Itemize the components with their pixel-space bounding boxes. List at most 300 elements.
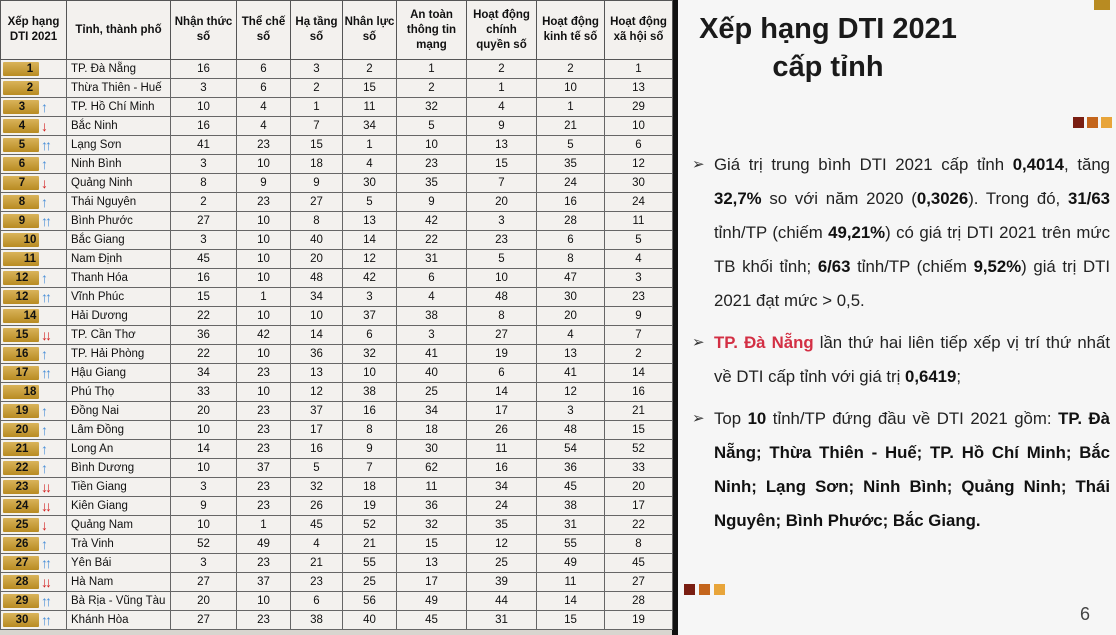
decor-square-light-bottom-icon [714,584,725,595]
rank-number: 18 [23,386,37,398]
rank-cell [1,79,67,98]
score-cell: 32 [397,516,467,535]
score-cell: 1 [537,98,605,117]
score-cell: 15 [397,535,467,554]
score-cell: 13 [605,79,673,98]
score-cell: 56 [343,592,397,611]
rank-number: 20 [15,424,29,436]
table-row [1,60,673,79]
score-cell: 27 [605,573,673,592]
arrow-up-icon: ↑ [41,289,45,305]
title-line-1: Xếp hạng DTI 2021 [699,13,957,45]
table-row [1,535,673,554]
score-cell: 30 [343,174,397,193]
score-cell: 3 [605,269,673,288]
score-cell: 34 [467,478,537,497]
bullet-text-segment: 0,4014 [1012,155,1065,174]
score-cell: 14 [537,592,605,611]
score-cell: 4 [237,98,291,117]
arrow-down-icon: ↓ [41,498,45,514]
table-row [1,402,673,421]
score-cell: 10 [237,269,291,288]
table-row [1,440,673,459]
score-cell: 38 [537,497,605,516]
rank-number: 24 [15,500,29,512]
rank-number: 14 [23,310,37,322]
score-cell: 45 [605,554,673,573]
score-cell: 16 [291,440,343,459]
table-row [1,459,673,478]
score-cell: 8 [343,421,397,440]
province-name: Thái Nguyên [67,193,171,212]
bullet-arrow-icon: ➢ [692,156,705,173]
bullet-text-segment: , tăng [1064,155,1110,174]
score-cell: 21 [605,402,673,421]
score-cell: 10 [237,307,291,326]
score-cell: 34 [171,364,237,383]
score-cell: 10 [291,307,343,326]
score-cell: 10 [237,250,291,269]
column-header: Xếp hạng DTI 2021 [1,1,67,60]
score-cell: 23 [237,478,291,497]
score-cell: 32 [291,478,343,497]
rank-number: 1 [26,63,34,75]
score-cell: 42 [237,326,291,345]
score-cell: 14 [605,364,673,383]
score-cell: 3 [171,554,237,573]
province-name: TP. Đà Nẵng [67,60,171,79]
column-header: Tỉnh, thành phố [67,1,171,60]
score-cell: 23 [237,611,291,630]
score-cell: 23 [237,193,291,212]
score-cell: 3 [467,212,537,231]
province-name: Quảng Ninh [67,174,171,193]
score-cell: 34 [397,402,467,421]
rank-number: 3 [18,101,26,113]
score-cell: 37 [343,307,397,326]
score-cell: 35 [467,516,537,535]
score-cell: 16 [467,459,537,478]
rank-cell [1,98,67,117]
decor-square-dark-bottom-icon [684,584,695,595]
score-cell: 27 [171,611,237,630]
province-name: Kiên Giang [67,497,171,516]
rank-cell [1,269,67,288]
score-cell: 55 [537,535,605,554]
rank-number: 10 [23,234,37,246]
arrow-up-icon: ↑ [41,403,45,419]
score-cell: 23 [397,155,467,174]
score-cell: 1 [291,98,343,117]
score-cell: 7 [343,459,397,478]
score-cell: 45 [397,611,467,630]
rank-number: 29 [15,595,29,607]
province-name: TP. Cần Thơ [67,326,171,345]
score-cell: 38 [343,383,397,402]
province-name: Bắc Ninh [67,117,171,136]
decor-square-mid-icon [1087,117,1098,128]
rank-cell [1,212,67,231]
score-cell: 38 [291,611,343,630]
bullet-text-segment: Giá trị trung bình DTI 2021 cấp tỉnh [714,155,1013,174]
score-cell: 20 [291,250,343,269]
bullet-text-segment: 0,6419 [905,367,957,386]
score-cell: 30 [397,440,467,459]
score-cell: 33 [171,383,237,402]
rank-number: 16 [15,348,29,360]
score-cell: 10 [171,98,237,117]
province-name: Phú Thọ [67,383,171,402]
rank-cell [1,459,67,478]
score-cell: 10 [605,117,673,136]
table-row [1,554,673,573]
score-cell: 27 [467,326,537,345]
bullet-item [686,326,1110,394]
score-cell: 10 [237,592,291,611]
arrow-up-icon: ↑ [41,99,45,115]
score-cell: 10 [237,345,291,364]
table-row [1,421,673,440]
province-name: Long An [67,440,171,459]
score-cell: 1 [237,288,291,307]
score-cell: 33 [605,459,673,478]
province-name: Đồng Nai [67,402,171,421]
bullet-item [686,402,1110,538]
score-cell: 6 [291,592,343,611]
score-cell: 10 [171,459,237,478]
province-name: Nam Định [67,250,171,269]
score-cell: 23 [291,573,343,592]
province-name: Trà Vinh [67,535,171,554]
rank-number: 27 [15,557,29,569]
score-cell: 6 [397,269,467,288]
bullet-text-segment: TP. Đà Nẵng [714,333,814,352]
score-cell: 22 [605,516,673,535]
province-name: TP. Hải Phòng [67,345,171,364]
arrow-up-icon: ↑ [45,612,49,628]
score-cell: 9 [605,307,673,326]
arrow-down-icon: ↓ [41,574,45,590]
score-cell: 2 [537,60,605,79]
score-cell: 1 [237,516,291,535]
score-cell: 8 [291,212,343,231]
bullet-text-segment: ; [956,367,962,386]
arrow-up-icon: ↑ [41,346,45,362]
score-cell: 3 [171,231,237,250]
province-name: Hậu Giang [67,364,171,383]
table-row [1,573,673,592]
score-cell: 40 [397,364,467,383]
score-cell: 4 [397,288,467,307]
score-cell: 37 [237,573,291,592]
score-cell: 10 [237,155,291,174]
column-header: Nhân lực số [343,1,397,60]
province-name: Lâm Đồng [67,421,171,440]
score-cell: 10 [467,269,537,288]
score-cell: 19 [467,345,537,364]
bullet-text-segment: tỉnh/TP (chiếm [850,257,974,276]
score-cell: 17 [397,573,467,592]
rank-number: 2 [26,82,34,94]
score-cell: 10 [237,383,291,402]
score-cell: 36 [291,345,343,364]
table-row [1,383,673,402]
rank-cell [1,535,67,554]
arrow-up-icon: ↑ [41,593,45,609]
score-cell: 36 [171,326,237,345]
score-cell: 23 [237,136,291,155]
score-cell: 35 [397,174,467,193]
table-row [1,193,673,212]
score-cell: 15 [605,421,673,440]
score-cell: 12 [343,250,397,269]
score-cell: 1 [605,60,673,79]
score-cell: 34 [343,117,397,136]
rank-cell [1,440,67,459]
score-cell: 9 [467,117,537,136]
score-cell: 5 [397,117,467,136]
score-cell: 2 [605,345,673,364]
bullet-text-segment: ). Trong đó, [968,189,1068,208]
score-cell: 11 [537,573,605,592]
column-header: An toàn thông tin mạng [397,1,467,60]
score-cell: 25 [397,383,467,402]
score-cell: 10 [397,136,467,155]
table-row [1,497,673,516]
score-cell: 52 [171,535,237,554]
score-cell: 21 [291,554,343,573]
arrow-down-icon: ↓ [45,327,49,343]
score-cell: 3 [537,402,605,421]
score-cell: 40 [343,611,397,630]
score-cell: 13 [467,136,537,155]
score-cell: 1 [467,79,537,98]
score-cell: 47 [537,269,605,288]
score-cell: 13 [343,212,397,231]
province-name: Bắc Giang [67,231,171,250]
score-cell: 16 [605,383,673,402]
score-cell: 13 [397,554,467,573]
score-cell: 22 [171,345,237,364]
bullet-list [686,148,1110,546]
rank-number: 19 [15,405,29,417]
rank-cell [1,421,67,440]
score-cell: 9 [397,193,467,212]
arrow-down-icon: ↓ [45,479,49,495]
score-cell: 16 [171,269,237,288]
score-cell: 10 [237,231,291,250]
table-row [1,478,673,497]
province-name: Ninh Bình [67,155,171,174]
score-cell: 32 [343,345,397,364]
arrow-up-icon: ↑ [41,555,45,571]
score-cell: 13 [291,364,343,383]
bullet-text-segment: tỉnh/TP đứng đầu về DTI 2021 gồm: [766,409,1059,428]
score-cell: 30 [605,174,673,193]
score-cell: 48 [467,288,537,307]
score-cell: 11 [605,212,673,231]
score-cell: 4 [343,155,397,174]
table-row [1,269,673,288]
score-cell: 11 [467,440,537,459]
header-row [1,1,673,60]
rank-number: 21 [15,443,29,455]
score-cell: 15 [537,611,605,630]
score-cell: 25 [467,554,537,573]
arrow-up-icon: ↑ [41,213,45,229]
score-cell: 6 [237,60,291,79]
table-row [1,98,673,117]
province-name: Hà Nam [67,573,171,592]
rank-number: 9 [18,215,26,227]
rank-cell [1,497,67,516]
score-cell: 5 [605,231,673,250]
score-cell: 44 [467,592,537,611]
score-cell: 34 [291,288,343,307]
panel-title [678,10,978,86]
province-name: Bình Dương [67,459,171,478]
rank-number: 30 [15,614,29,626]
score-cell: 24 [537,174,605,193]
rank-number: 8 [18,196,26,208]
score-cell: 9 [171,497,237,516]
rank-cell [1,307,67,326]
score-cell: 31 [537,516,605,535]
table-row [1,326,673,345]
arrow-up-icon: ↑ [45,555,49,571]
score-cell: 38 [397,307,467,326]
score-cell: 14 [467,383,537,402]
score-cell: 18 [291,155,343,174]
table-row [1,611,673,630]
score-cell: 2 [171,193,237,212]
score-cell: 4 [237,117,291,136]
arrow-up-icon: ↑ [41,612,45,628]
score-cell: 18 [397,421,467,440]
score-cell: 17 [291,421,343,440]
score-cell: 36 [397,497,467,516]
score-cell: 12 [467,535,537,554]
bullet-text-segment: 0,3026 [916,189,969,208]
rank-number: 6 [18,158,26,170]
bullet-text-segment: Top [714,409,748,428]
score-cell: 24 [467,497,537,516]
score-cell: 3 [291,60,343,79]
score-cell: 23 [237,364,291,383]
score-cell: 54 [537,440,605,459]
score-cell: 16 [537,193,605,212]
arrow-down-icon: ↓ [41,479,45,495]
rank-cell [1,193,67,212]
summary-panel [678,0,1116,635]
score-cell: 28 [537,212,605,231]
score-cell: 17 [605,497,673,516]
arrow-up-icon: ↑ [41,156,45,172]
table-header [1,1,673,60]
province-name: Vĩnh Phúc [67,288,171,307]
score-cell: 20 [171,402,237,421]
rank-cell [1,155,67,174]
score-cell: 37 [291,402,343,421]
score-cell: 22 [397,231,467,250]
score-cell: 23 [237,440,291,459]
province-name: Bà Rịa - Vũng Tàu [67,592,171,611]
score-cell: 2 [343,60,397,79]
rank-number: 11 [23,253,37,265]
arrow-down-icon: ↓ [45,498,49,514]
arrow-up-icon: ↑ [41,422,45,438]
province-name: Tiền Giang [67,478,171,497]
bullet-text-segment: 32,7% [714,189,762,208]
score-cell: 23 [237,497,291,516]
bullet-text-segment: so với năm 2020 ( [761,189,917,208]
arrow-up-icon: ↑ [45,213,49,229]
table-row [1,516,673,535]
bullet-text-segment: lần thứ hai liên tiếp xếp vị trí thứ nhất về DTI cấp tỉnh với giá trị [714,333,1110,386]
score-cell: 15 [343,79,397,98]
score-cell: 24 [605,193,673,212]
score-cell: 8 [537,250,605,269]
rank-cell [1,478,67,497]
rank-cell [1,383,67,402]
score-cell: 28 [605,592,673,611]
score-cell: 1 [397,60,467,79]
province-name: TP. Hồ Chí Minh [67,98,171,117]
rank-number: 12 [15,272,29,284]
rank-cell [1,592,67,611]
table-row [1,345,673,364]
score-cell: 17 [467,402,537,421]
score-cell: 21 [537,117,605,136]
table-row [1,364,673,383]
score-cell: 2 [291,79,343,98]
score-cell: 4 [537,326,605,345]
score-cell: 20 [537,307,605,326]
score-cell: 6 [237,79,291,98]
score-cell: 23 [237,402,291,421]
rank-number: 17 [15,367,29,379]
page-number: 6 [1079,604,1090,624]
column-header: Hạ tầng số [291,1,343,60]
province-name: Yên Bái [67,554,171,573]
province-name: Hải Dương [67,307,171,326]
table-row [1,231,673,250]
province-name: Thừa Thiên - Huế [67,79,171,98]
score-cell: 15 [467,155,537,174]
score-cell: 19 [605,611,673,630]
score-cell: 31 [467,611,537,630]
rank-number: 5 [18,139,26,151]
province-name: Khánh Hòa [67,611,171,630]
rank-number: 15 [15,329,29,341]
score-cell: 19 [343,497,397,516]
score-cell: 2 [397,79,467,98]
score-cell: 12 [291,383,343,402]
score-cell: 1 [343,136,397,155]
score-cell: 4 [291,535,343,554]
rank-cell [1,174,67,193]
rank-number: 22 [15,462,29,474]
bullet-text-segment: 49,21% [828,223,886,242]
logo-icon [1094,0,1110,10]
rank-cell [1,611,67,630]
score-cell: 10 [343,364,397,383]
rank-cell [1,554,67,573]
rank-number: 28 [15,576,29,588]
bullet-text-segment: tỉnh/TP (chiếm [714,223,829,242]
rank-cell [1,345,67,364]
score-cell: 45 [171,250,237,269]
